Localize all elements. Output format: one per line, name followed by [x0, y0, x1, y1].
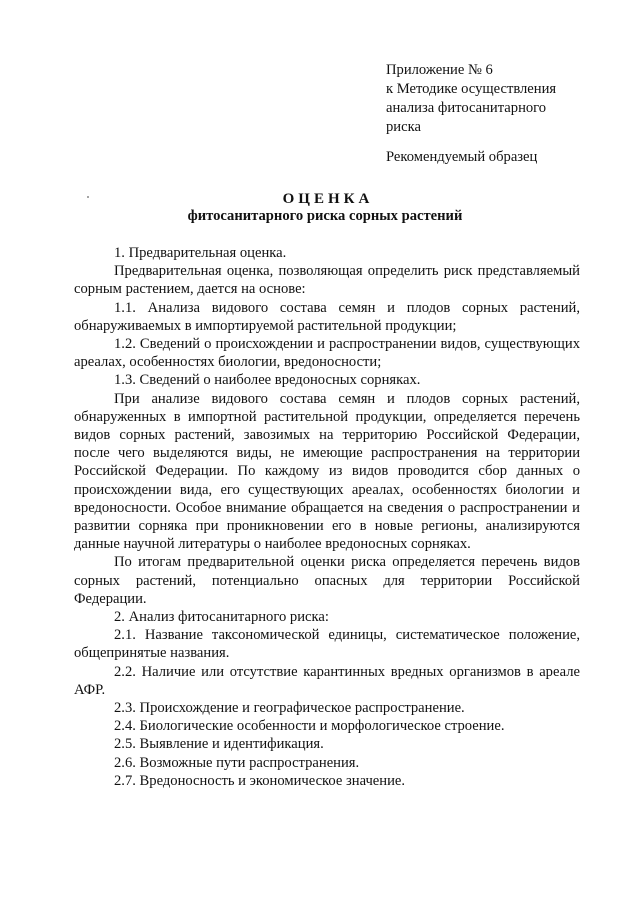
paragraph: 2.2. Наличие или отсутствие карантинных вредных организмов в ареале АФР. [74, 663, 580, 698]
document-body [74, 244, 580, 790]
appendix-reference-end: риска [386, 119, 421, 135]
paragraph: 2.3. Происхождение и географическое распространение. [114, 700, 465, 717]
paragraph: 1. Предварительная оценка. [114, 245, 287, 261]
appendix-reference: к Методике осуществления [386, 81, 557, 97]
paragraph: 2.6. Возможные пути распространения. [114, 754, 360, 771]
paragraph: 2.7. Вредоносность и экономическое значение. [114, 772, 406, 789]
document-subtitle: фитосанитарного риска сорных растений [187, 208, 463, 224]
paragraph: По итогам предварительной оценки риска определяется перечень видов сорных растений, потенциально опасных для территории Российской Федерации. [74, 554, 580, 607]
recommended-sample-label: Рекомендуемый образец [386, 149, 538, 165]
appendix-reference-cont: анализа фитосанитарного [386, 100, 547, 116]
paragraph: 1.2. Сведений о происхождении и распространении видов, существующих ареалах, особенностях биологии, вредоносности; [74, 336, 580, 371]
document-title: ОЦЕНКА [282, 191, 374, 207]
paragraph: 2.5. Выявление и идентификация. [114, 736, 324, 753]
paragraph: 2. Анализ фитосанитарного риска: [114, 609, 329, 626]
appendix-number: Приложение № 6 [386, 62, 493, 78]
paragraph: 2.1. Название таксономической единицы, систематическое положение, общепринятые названия. [74, 627, 580, 662]
paragraph: 1.1. Анализа видового состава семян и плодов сорных растений, обнаруживаемых в импортируемой растительной продукции; [74, 299, 580, 334]
paragraph: Предварительная оценка, позволяющая определить риск представляемый сорным растением, дается на основе: [74, 263, 580, 298]
paragraph: 1.3. Сведений о наиболее вредоносных сорняках. [114, 372, 421, 389]
paragraph: При анализе видового состава семян и плодов сорных растений, обнаруженных в импортной растительной продукции, определяется перечень видов сорных растений, завозимых на территорию Российской Федерации, после чего выделяются виды, не имеющие распространения на территории Российской Федерации. По каждому из видов проводится сбор данных о происхождении вида, его существующих ареалах, особенностях биологии и вредоносности. Особое внимание обращается на сведения о распространении и развитии сорняка при проникновении его в новые регионы, анализируются данные научной литературы о наиболее вредоносных сорняках. [74, 390, 580, 553]
paragraph: 2.4. Биологические особенности и морфологическое строение. [114, 718, 505, 735]
appendix-header [386, 61, 616, 137]
